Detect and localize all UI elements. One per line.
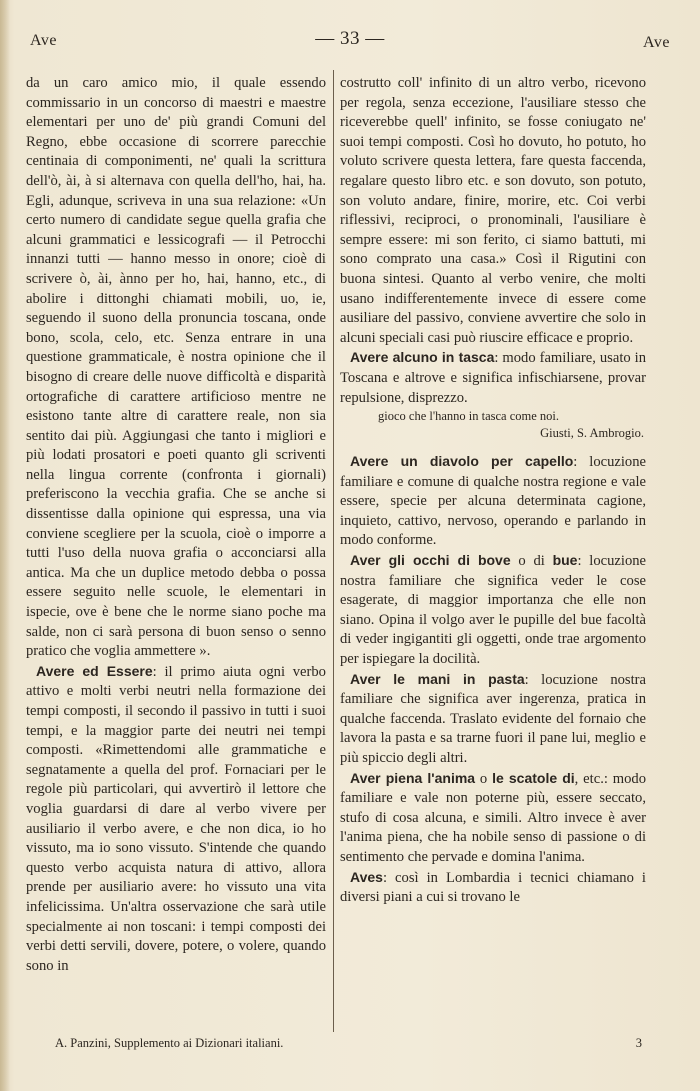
page-number: — 33 —	[315, 28, 385, 49]
paragraph: costrutto coll' infinito di un altro verbo, ricevono per regola, senza eccezione, l'ausiliare stesso che riceverebbe quell' infinito, se fosse coniugato ne' suoi tempi composti. Così ho dovuto, ho potuto, ho voluto scrivere questa lettera, fare questa faccenda, regalare questo libro etc. e son dovuto, son potuto, son voluto andare, finire, morire, etc. Coi verbi riflessivi, reciproci, o pronominali, l'ausiliare è sempre essere: mi son ferito, ci siamo battuti, mi sono comprato una casa.» Così il Rigutini con buona sintesi. Quanto al verbo venire, che molti usano indifferentemente invece di essere come ausiliare del passivo, conviene avvertire che solo in alcuni speciali casi può riuscire efficace e proprio.	[340, 75, 646, 346]
signature-mark: 3	[635, 1036, 642, 1050]
entry-headword: Avere ed Essere	[36, 662, 153, 679]
footer-citation: A. Panzini, Supplemento ai Dizionari italiani.	[55, 1036, 284, 1050]
citation	[340, 408, 646, 442]
entry-body: : locuzione nostra familiare che significa veder le cose esagerate, di maggior importanza che elle non siano. Opina il volgo aver le pupille del bue facoltà di veder ingigantiti gli oggetti, onde trae argomento per ispiegare la docilità.	[340, 553, 647, 668]
entry-aver-occhi	[340, 551, 646, 670]
entry-headword: Avere alcuno in tasca	[350, 349, 495, 366]
entry-body: : così in Lombardia i tecnici chiamano i diversi piani a cui si trovano le	[340, 869, 646, 906]
entry-body: : locuzione nostra familiare che significa aver ingerenza, pratica in qualche faccenda. Traslato evidente del fornaio che lavora la pasta e sa trarne fuori il pane lui, meglio e più spiccio degli altri.	[340, 671, 646, 766]
entry-connector: o di	[510, 553, 553, 570]
header-right: Ave	[643, 34, 670, 51]
left-column	[26, 74, 326, 976]
entry-avere-diavolo	[340, 452, 646, 551]
header-left: Ave	[30, 32, 57, 49]
entry-aver-mani	[340, 670, 646, 769]
right-column	[340, 74, 646, 908]
entry-body: , etc.: modo familiare e vale non poterne più, essere seccato, stufo di cosa alcuna, e simili. Altro invece è aver l'anima piena, che ha nobile senso di passione o di sentimento che pervade e domina l'anima.	[340, 770, 646, 865]
paragraph: da un caro amico mio, il quale essendo commissario in un concorso di maestri e maestre elementari per uno de' più grandi Comuni del Regno, ebbe occasione di scorrere parecchie centinaia di componimenti, ne' quali la scrittura dell'ò, ài, à si alternava con quella dell'ho, hai, ha. Egli, adunque, scriveva in una sua relazione: «Un certo numero di candidate segue quella grafia che alcuni grammatici e lessicografi — il Petrocchi innanzi tutti — hanno messo in onore; cioè di scrivere ò, ài, ànno per ho, hai, hanno, etc., di abolire i dittonghi chiamati mobili, uo, ie, seguendo il suono della pronuncia toscana, onde bono, scola, celo, etc. Senza entrare in una questione grammaticale, è nostra opinione che il bisogno di creare delle nuove difficoltà e disparità ortografiche di carattere artificioso mentre ne esistono tante altre di carattere reale, non sia sentito dai più. Aggiungasi che tanto i migliori e più lodati prosatori e poeti quanto gli scriventi nella lingua corrente (confronta i giornali) preferiscono la vecchia grafia. Che se anche si dissentisse dalla opinione qui espressa, una via conviene scegliere per la scuola, cioè o imporre a tutti l'uso della nuova grafia o acconciarsi alla antica. Ma che un duplice metodo debba o possa essere seguito nelle scuole, le elementari in ispecie, ove è bene che le norme siano poche ma salde, non ci sarà persona di buon senso o senno pratico che voglia ammettere ».	[26, 75, 326, 660]
entry-body: : modo familiare, usato in Toscana e altrove e significa infischiarsene, provar repulsione, disprezzo.	[340, 350, 646, 406]
column-divider	[333, 70, 334, 1032]
entry-body: : il primo aiuta ogni verbo attivo e molti verbi neutri nella formazione dei tempi composti, il secondo il passivo in tutti i suoi tempi, e la maggior parte dei neutri nei tempi composti. «Rimettendomi alle grammatiche e segnatamente a quella del prof. Fornaciari per le regole più particolari, qui avvertirò il lettore che voglia guardarsi di dare al verbo vivere per ausiliario il verbo avere, e che non dica, io ho vissuto, ma io sono vissuto. S'intende che quando questo verbo acquista natura di attivo, allora prende per ausiliario avere: ho vissuto una vita infelicissima. Un'altra osservazione che sarà utile specialmente ai non toscani: i tempi composti dei verbi detti servili, dovere, potere, o volere, quando sono in	[26, 663, 326, 974]
entry-headword-alt: bue	[552, 552, 578, 569]
entry-headword: Aves	[350, 868, 383, 885]
entry-headword: Aver piena l'anima	[350, 769, 476, 786]
entry-aver-piena	[340, 769, 646, 868]
entry-body: : locuzione familiare e comune di qualche nostra regione e vale essere, specie per alcuna determinata cagione, inquieto, cattivo, nervoso, operando e parlando in modo conforme.	[340, 454, 647, 549]
citation-verse: gioco che l'hanno in tasca come noi.	[378, 409, 560, 424]
entry-headword: Aver le mani in pasta	[350, 670, 525, 687]
citation-source: Giusti, S. Ambrogio.	[540, 426, 644, 441]
entry-headword-alt: le scatole di	[492, 769, 575, 786]
entry-avere-alcuno	[340, 348, 646, 408]
entry-headword: Aver gli occhi di bove	[350, 552, 511, 569]
entry-connector: o	[475, 770, 493, 787]
binding-shadow	[0, 0, 10, 1091]
running-header	[30, 28, 670, 54]
entry-headword: Avere un diavolo per capello	[350, 453, 574, 470]
entry-aves	[340, 868, 646, 908]
entry-avere-essere	[26, 662, 326, 977]
